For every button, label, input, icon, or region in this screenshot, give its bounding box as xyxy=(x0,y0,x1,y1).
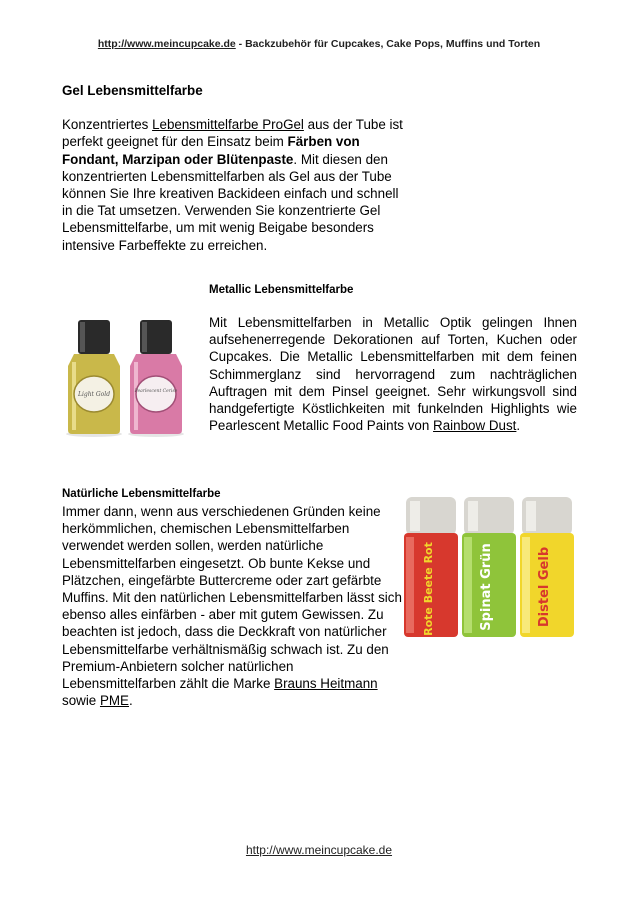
green-tube-label: Spinat Grün xyxy=(479,543,494,631)
page-header xyxy=(0,38,638,50)
pme-link[interactable]: PME xyxy=(99,693,129,709)
gel-text-end: . Mit diesen den konzentrierten Lebensmittelfarben als Gel aus der Tube können Sie Ihre kreativen Backideen einfach und schnell in die Tat umsetzen. Verwenden Sie konzentrierte Gel Lebensmittelfarbe, um mit wenig Beigabe besonders intensive Farbeffekte zu erreichen. xyxy=(62,151,399,253)
pink-bottle-label: Pearlescent Cerise xyxy=(134,389,178,394)
natural-text-mid: sowie xyxy=(62,693,100,709)
section-gel xyxy=(62,82,412,254)
footer-site-link[interactable]: http://www.meincupcake.de xyxy=(245,843,393,857)
section-metallic-paragraph xyxy=(209,314,577,434)
yellow-tube-label: Distel Gelb xyxy=(537,546,552,628)
section-natural-heading: Natürliche Lebensmittelfarbe xyxy=(62,488,221,500)
section-gel-heading: Gel Lebensmittelfarbe xyxy=(62,83,203,98)
section-natural-paragraph xyxy=(62,503,407,709)
brauns-heitmann-link[interactable]: Brauns Heitmann xyxy=(274,676,378,692)
section-gel-paragraph xyxy=(62,116,412,254)
page-footer xyxy=(0,843,638,857)
gel-text-mid: aus der Tube ist perfekt geeignet für den Einsatz beim xyxy=(62,117,403,150)
gold-bottle-label: Light Gold xyxy=(77,391,111,398)
rainbow-dust-link[interactable]: Rainbow Dust xyxy=(433,418,517,434)
natural-text: Immer dann, wenn aus verschiedenen Gründen keine herkömmlichen, chemischen Lebensmittelfarben verwendet werden sollen, werden natürliche Lebensmittelfarben eingesetzt. Ob bunte Kekse und Plätzchen, eingefärbte Buttercreme oder zart gefärbte Muffins. Mit den natürlichen Lebensmittelfarben lässt sich ebenso alles einfärben - aber mit gutem Gewissen. Zu beachten ist jedoch, dass die Deckkraft von natürlicher Lebensmittelfarbe verhältnismäßig schwach ist. Zu den Premium-Anbietern solcher natürlichen Lebensmittelfarben zählt die Marke xyxy=(62,504,402,692)
progel-link[interactable]: Lebensmittelfarbe ProGel xyxy=(152,117,304,133)
header-site-link[interactable]: http://www.meincupcake.de xyxy=(97,38,236,50)
red-tube-label: Rote Beete Rot xyxy=(422,542,435,636)
header-tagline: - Backzubehör für Cupcakes, Cake Pops, Muffins und Torten xyxy=(235,38,541,50)
metallic-bottles-image xyxy=(58,312,190,438)
gel-text-start: Konzentriertes xyxy=(62,117,153,133)
gel-text-bold: Färben von Fondant, Marzipan oder Blütenpaste xyxy=(62,134,360,167)
section-metallic-heading: Metallic Lebensmittelfarbe xyxy=(209,284,354,296)
metallic-text: Mit Lebensmittelfarben in Metallic Optik gelingen Ihnen aufsehenerregende Dekorationen auf Torten, Kuchen oder Cupcakes. Die Metallic Lebensmittelfarben mit dem feinen Schimmerglanz sind hervorragend zum nachträglichen Auftragen mit dem Pinsel geeignet. Sehr wirkungsvoll sind handgefertigte Köstlichkeiten mit funkelnden Highlights wie Pearlescent Metallic Food Paints von xyxy=(209,315,577,434)
metallic-text-end: . xyxy=(516,418,521,434)
natural-text-end: . xyxy=(129,693,133,709)
natural-tubes-image xyxy=(400,493,578,641)
